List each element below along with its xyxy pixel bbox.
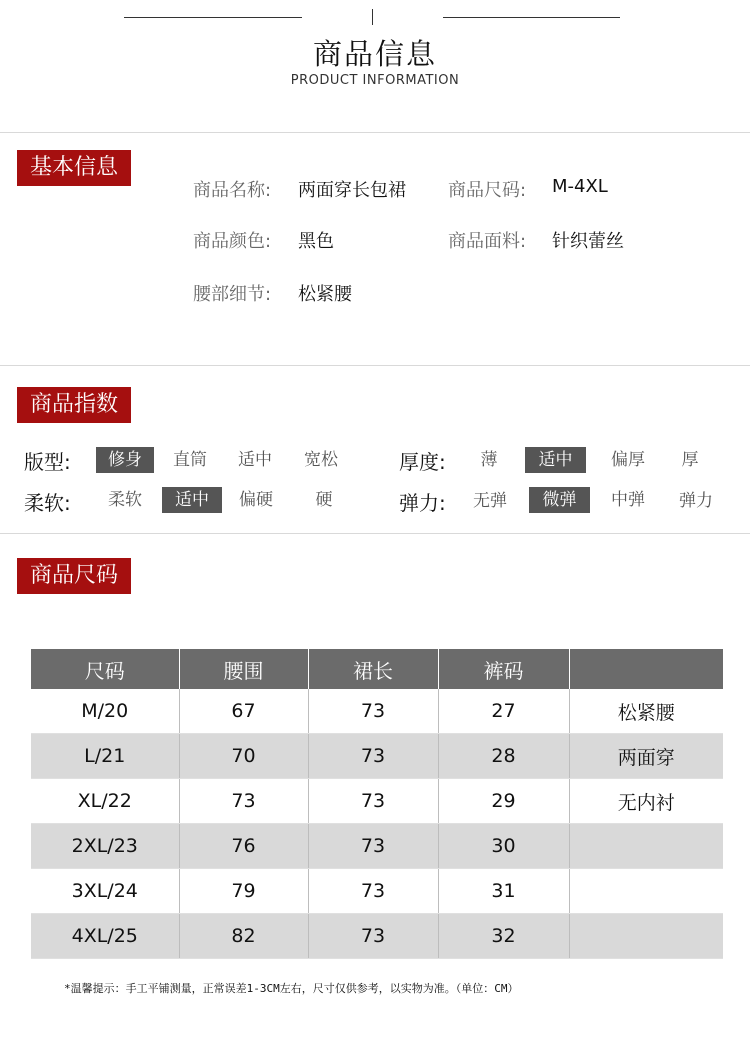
header-tick [372, 9, 373, 25]
cell-waist: 79 [179, 869, 308, 914]
header-cell-waist: 腰围 [179, 649, 308, 689]
cell-length: 73 [308, 824, 438, 869]
cell-length: 73 [308, 734, 438, 779]
size-table-header [31, 649, 723, 689]
table-row [31, 689, 723, 734]
cell-note [569, 824, 723, 869]
section-badge-index: 商品指数 [17, 387, 131, 423]
cell-pants-size: 27 [438, 689, 569, 734]
cell-length: 73 [308, 914, 438, 959]
thickness-option-thin: 薄 [480, 450, 498, 470]
elasticity-option-medium: 中弹 [611, 490, 645, 510]
softness-option-stiffish: 偏硬 [239, 490, 273, 510]
field-label-fabric: 商品面料: [448, 231, 527, 252]
fit-option-loose: 宽松 [304, 450, 338, 470]
cell-note: 无内衬 [569, 779, 723, 824]
elasticity-option-high: 弹力 [679, 491, 713, 511]
cell-length: 73 [308, 689, 438, 734]
cell-pants-size: 32 [438, 914, 569, 959]
table-row [31, 824, 723, 869]
field-label-waist: 腰部细节: [193, 284, 272, 305]
cell-length: 73 [308, 869, 438, 914]
section-badge-size: 商品尺码 [17, 558, 131, 594]
divider-2 [0, 365, 750, 366]
cell-size: XL/22 [31, 779, 179, 824]
cell-length: 73 [308, 779, 438, 824]
cell-size: 2XL/23 [31, 824, 179, 869]
cell-waist: 82 [179, 914, 308, 959]
cell-note: 松紧腰 [569, 689, 723, 734]
header-cell-length: 裙长 [308, 649, 438, 689]
field-value-size: M-4XL [552, 176, 608, 197]
cell-waist: 70 [179, 734, 308, 779]
field-value-name: 两面穿长包裙 [298, 180, 406, 201]
header-rule-left [124, 17, 302, 18]
cell-size: L/21 [31, 734, 179, 779]
header-rule-right [443, 17, 620, 18]
thickness-option-medium: 适中 [525, 447, 586, 473]
cell-pants-size: 28 [438, 734, 569, 779]
index-label-fit: 版型: [24, 450, 71, 474]
field-label-color: 商品颜色: [193, 231, 272, 252]
size-table [31, 649, 723, 959]
index-label-elasticity: 弹力: [399, 491, 446, 515]
softness-option-soft: 柔软 [108, 490, 142, 510]
cell-size: M/20 [31, 689, 179, 734]
cell-note [569, 869, 723, 914]
field-label-size: 商品尺码: [448, 180, 527, 201]
field-label-name: 商品名称: [193, 180, 272, 201]
index-label-softness: 柔软: [24, 491, 71, 515]
field-value-waist: 松紧腰 [298, 284, 352, 305]
cell-pants-size: 31 [438, 869, 569, 914]
fit-option-slim: 修身 [96, 447, 154, 473]
softness-option-stiff: 硬 [315, 490, 333, 510]
softness-option-medium: 适中 [162, 487, 222, 513]
fit-option-straight: 直筒 [173, 450, 207, 470]
page-subtitle: PRODUCT INFORMATION [290, 73, 460, 88]
cell-waist: 73 [179, 779, 308, 824]
table-row [31, 914, 723, 959]
cell-size: 4XL/25 [31, 914, 179, 959]
cell-note: 两面穿 [569, 734, 723, 779]
elasticity-option-none: 无弹 [473, 491, 507, 511]
fit-option-regular: 适中 [238, 450, 272, 470]
header-cell-size: 尺码 [31, 649, 179, 689]
divider-3 [0, 533, 750, 534]
table-row [31, 734, 723, 779]
cell-pants-size: 29 [438, 779, 569, 824]
cell-waist: 67 [179, 689, 308, 734]
cell-size: 3XL/24 [31, 869, 179, 914]
cell-note [569, 914, 723, 959]
header-cell-pants-size: 裤码 [438, 649, 569, 689]
measurement-note: *温馨提示：手工平铺测量，正常误差1-3CM左右，尺寸仅供参考，以实物为准。（单位：CM） [64, 982, 519, 995]
index-label-thickness: 厚度: [399, 450, 446, 474]
section-badge-basic: 基本信息 [17, 150, 131, 186]
header-cell-notes [569, 649, 723, 689]
cell-pants-size: 30 [438, 824, 569, 869]
page-title: 商品信息 [312, 37, 437, 71]
field-value-fabric: 针织蕾丝 [552, 231, 624, 252]
divider-1 [0, 132, 750, 133]
cell-waist: 76 [179, 824, 308, 869]
thickness-option-thicker: 偏厚 [611, 450, 645, 470]
elasticity-option-slight: 微弹 [529, 487, 590, 513]
thickness-option-thick: 厚 [681, 450, 699, 470]
table-row [31, 779, 723, 824]
table-row [31, 869, 723, 914]
field-value-color: 黑色 [298, 231, 334, 252]
